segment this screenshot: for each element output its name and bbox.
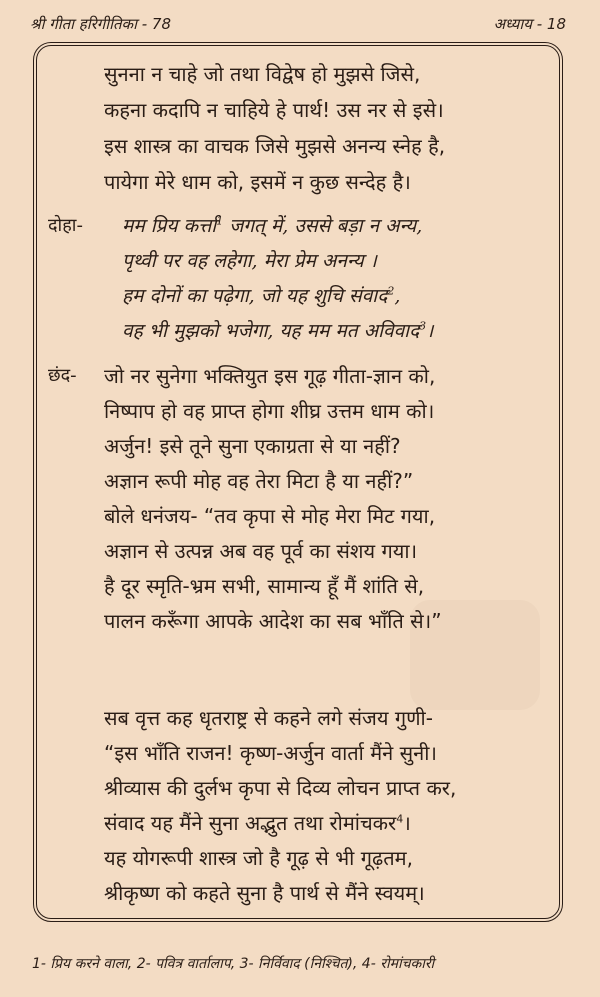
header-book-title: श्री गीता हरिगीतिका - 78 (30, 15, 171, 33)
doha-label: दोहा- (48, 215, 83, 236)
chhand-line-1: जो नर सुनेगा भक्तियुत इस गूढ़ गीता-ज्ञान को, (104, 364, 436, 388)
verse1-line-2: कहना कदापि न चाहिये हे पार्थ! उस नर से इसे। (104, 98, 444, 122)
doha-line-2: पृथ्वी पर वह लहेगा, मेरा प्रेम अनन्य । (122, 250, 377, 272)
verse1-line-4: पायेगा मेरे धाम को, इसमें न कुछ सन्देह है। (104, 170, 411, 194)
doha-line-3: हम दोनों का पढ़ेगा, जो यह शुचि संवाद$^2$, (122, 284, 401, 307)
footnotes: 1- प्रिय करने वाला, 2- पवित्र वार्तालाप, 3- निर्विवाद (निश्चित), 4- रोमांचकारी (32, 956, 435, 972)
footnote-ref-1: 1 (216, 214, 224, 228)
page-header (0, 6, 600, 42)
chhand-label: छंद- (48, 365, 77, 386)
chhand-line-4: अज्ञान रूपी मोह वह तेरा मिटा है या नहीं?” (104, 469, 414, 493)
footnote-ref-2: 2 (387, 284, 395, 298)
verse3-line-2: “इस भाँति राजन! कृष्ण-अर्जुन वार्ता मैंने सुनी। (104, 741, 437, 765)
chhand-line-7: है दूर स्मृति-भ्रम सभी, सामान्य हूँ मैं शांति से, (104, 574, 425, 598)
chhand-line-8: पालन करूँगा आपके आदेश का सब भाँति से।” (104, 609, 442, 633)
verse3-line-1: सब वृत्त कह धृतराष्ट्र से कहने लगे संजय गुणी- (104, 706, 433, 730)
footnote-ref-4: 4 (396, 812, 404, 826)
chhand-line-2: निष्पाप हो वह प्राप्त होगा शीघ्र उत्तम धाम को। (104, 399, 435, 423)
verse3-line-4: संवाद यह मैंने सुना अद्भुत तथा रोमांचकर$^4$। (104, 811, 411, 835)
doha-line-4: वह भी मुझको भजेगा, यह मम मत अविवाद$^3$। (122, 319, 434, 342)
chhand-line-3: अर्जुन! इसे तूने सुना एकाग्रता से या नहीं? (104, 434, 401, 458)
chhand-line-5: बोले धनंजय- “तव कृपा से मोह मेरा मिट गया, (104, 504, 436, 528)
verse3-line-3: श्रीव्यास की दुर्लभ कृपा से दिव्य लोचन प्राप्त कर, (104, 776, 457, 800)
chhand-line-6: अज्ञान से उत्पन्न अब वह पूर्व का संशय गया। (104, 539, 418, 563)
verse3-line-6: श्रीकृष्ण को कहते सुना है पार्थ से मैंने स्वयम्। (104, 881, 425, 905)
verse3-line-5: यह योगरूपी शास्त्र जो है गूढ़ से भी गूढ़तम, (104, 846, 413, 870)
verse1-line-1: सुनना न चाहे जो तथा विद्वेष हो मुझसे जिसे, (104, 62, 421, 86)
header-chapter: अध्याय - 18 (493, 15, 566, 33)
verse1-line-3: इस शास्त्र का वाचक जिसे मुझसे अनन्य स्नेह है, (104, 134, 446, 158)
doha-line-1: मम प्रिय कर्त्ता$^1$ जगत् में, उससे बड़ा न अन्य, (122, 214, 423, 237)
footnote-ref-3: 3 (419, 319, 427, 333)
